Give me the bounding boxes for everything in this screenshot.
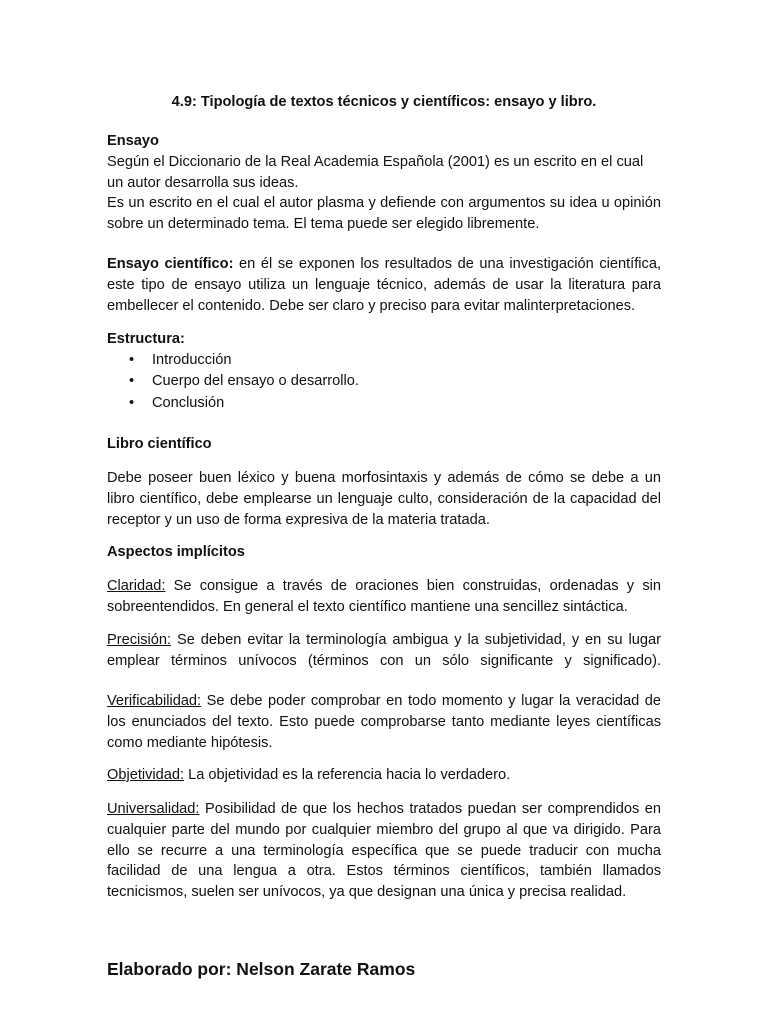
aspecto-term: Objetividad: xyxy=(107,767,185,783)
ensayo-paragraph-2: Es un escrito en el cual el autor plasma y defiende con argumentos su idea u opinión sobre un determinado tema. El tema puede ser elegido libremente. xyxy=(107,195,661,233)
aspecto-term: Precisión: xyxy=(107,632,172,648)
aspecto-term: Verificabilidad: xyxy=(107,693,202,709)
ensayo-cientifico-paragraph xyxy=(107,254,661,316)
aspectos-heading: Aspectos implícitos xyxy=(107,544,245,560)
libro-paragraph: Debe poseer buen léxico y buena morfosintaxis y además de cómo se debe a un libro científico, debe emplearse un lenguaje culto, consideración de la capacidad del receptor y un uso de forma expresiva de la materia tratada. xyxy=(107,470,661,528)
list-item: • Introducción xyxy=(107,350,661,372)
bullet-icon: • xyxy=(129,351,135,368)
page-title: 4.9: Tipología de textos técnicos y científicos: ensayo y libro. xyxy=(171,94,597,110)
aspecto-term: Claridad: xyxy=(107,578,166,594)
ensayo-section xyxy=(107,131,661,235)
author-line: Elaborado por: Nelson Zarate Ramos xyxy=(107,959,416,979)
list-item: • Cuerpo del ensayo o desarrollo. xyxy=(107,371,661,393)
estructura-heading: Estructura: xyxy=(107,331,185,347)
list-item: • Conclusión xyxy=(107,393,661,415)
ensayo-cientifico-text: en él se exponen los resultados de una investigación científica, este tipo de ensayo utiliza un lenguaje técnico, además de usar la literatura para embellecer el contenido. Debe ser claro y preciso para evitar malinterpretaciones. xyxy=(107,256,661,314)
aspecto-claridad: Claridad: Se consigue a través de oraciones bien construidas, ordenadas y sin sobreentendidos. En general el texto científico mantiene una sencillez sintáctica. xyxy=(107,578,661,615)
aspecto-precision: Precisión: Se deben evitar la terminología ambigua y la subjetividad, y en su lugar emplear términos unívocos (términos con un sólo significante y significado). xyxy=(107,632,661,669)
ensayo-heading: Ensayo xyxy=(107,133,159,149)
bullet-icon: • xyxy=(129,394,135,411)
bullet-icon: • xyxy=(129,373,135,390)
aspecto-verificabilidad: Verificabilidad: Se debe poder comprobar en todo momento y lugar la veracidad de los enunciados del texto. Esto puede comprobarse tanto mediante leyes científicas como mediante hipótesis. xyxy=(107,693,661,751)
aspecto-universalidad: Universalidad: Posibilidad de que los hechos tratados puedan ser comprendidos en cualquier parte del mundo por cualquier miembro del grupo al que va dirigido. Para ello se recurre a una terminología específica que se puede traducir con mucha facilidad de una lengua a otra. Estos términos científicos, también llamados tecnicismos, suelen ser unívocos, ya que designan una única y precisa realidad. xyxy=(107,801,661,901)
estructura-list xyxy=(107,350,661,415)
ensayo-cientifico-label: Ensayo científico: xyxy=(107,256,234,272)
ensayo-line-1: Según el Diccionario de la Real Academia Española (2001) es un escrito en el cual xyxy=(107,153,644,170)
libro-heading: Libro científico xyxy=(107,436,212,452)
estructura-section xyxy=(107,329,661,414)
aspecto-objetividad: Objetividad: La objetividad es la referencia hacia lo verdadero. xyxy=(107,767,511,783)
ensayo-line-2: un autor desarrolla sus ideas. xyxy=(107,174,299,191)
aspecto-term: Universalidad: xyxy=(107,801,200,817)
